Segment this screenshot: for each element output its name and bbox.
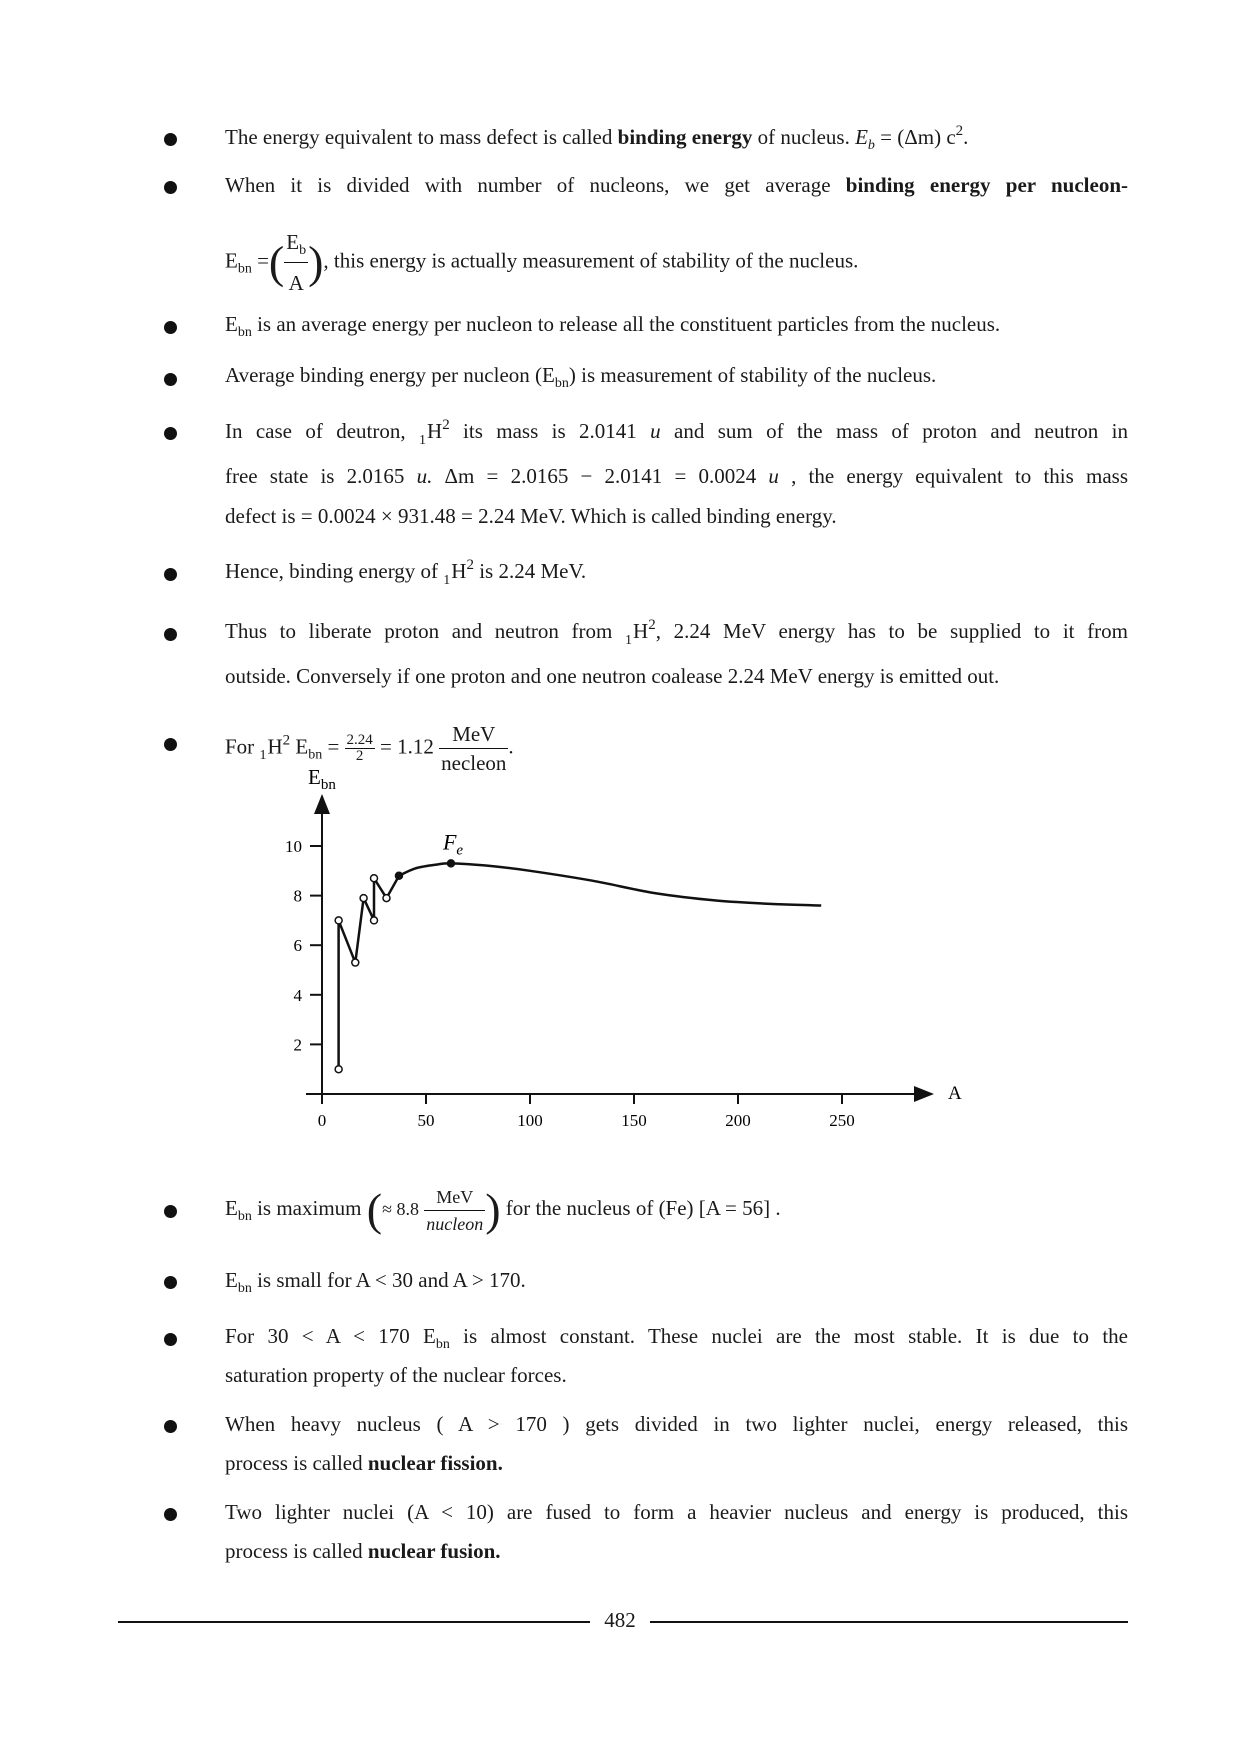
bullet-marker bbox=[164, 133, 177, 146]
bullet-3-text: $E_{bn}$ is an average energy per nucleon to release all the constituent particles from the nucleus. bbox=[225, 312, 1001, 340]
y-tick-label: 8 bbox=[293, 886, 302, 906]
bullet-marker bbox=[164, 1276, 177, 1289]
bullet-marker bbox=[164, 427, 177, 440]
bullet-marker bbox=[164, 738, 177, 751]
x-tick-label: 150 bbox=[621, 1111, 647, 1130]
bullet-10-text: $E_{bn}$ is small for A < 30 and A > 170. bbox=[225, 1268, 526, 1296]
y-tick-label: 6 bbox=[293, 936, 302, 956]
bullet-11-line-2: saturation property of the nuclear forces. bbox=[225, 1363, 567, 1387]
binding-energy-curve bbox=[399, 863, 821, 905]
data-point bbox=[395, 872, 402, 879]
bullet-13-line-2: process is called nuclear fusion. bbox=[225, 1539, 501, 1563]
x-tick-label: 200 bbox=[725, 1111, 751, 1130]
footer-rule-right bbox=[650, 1621, 1128, 1623]
data-point bbox=[371, 875, 378, 882]
x-axis-label: A bbox=[948, 1083, 962, 1104]
data-point bbox=[383, 895, 390, 902]
data-point bbox=[352, 959, 359, 966]
fe-annotation: $F_e$ bbox=[442, 829, 464, 859]
bullet-8-text: For $_1H^2$ $E_{bn}$ = $\frac{2.24}{2}$ = 1.12 $\frac{\text{MeV}}{\text{necleon}}$ . bbox=[225, 722, 514, 775]
bullet-9-text: $E_{bn}$ is maximum (≈ 8.8 $\frac{\text{MeV}}{\text{nucleon}}$ ) for the nucleus of (Fe) [A = 56] . bbox=[225, 1184, 781, 1236]
bullet-11-line-1: For 30 < A < 170 $E_{bn}$ is almost constant. These nuclei are the most stable. It is due to the bbox=[225, 1324, 1128, 1352]
binding-energy-per-nucleon-formula: $E_{bn}$ =( $\frac{E_b}{A}$ ), this energy is actually measurement of stability of the nucleus. bbox=[225, 222, 858, 303]
data-point bbox=[371, 917, 378, 924]
data-point bbox=[360, 895, 367, 902]
binding-energy-curve-chart bbox=[260, 760, 960, 1160]
data-point bbox=[335, 917, 342, 924]
x-tick-label: 250 bbox=[829, 1111, 855, 1130]
y-tick-label: 4 bbox=[293, 985, 302, 1005]
page-number: 482 bbox=[604, 1608, 636, 1632]
bullet-marker bbox=[164, 1420, 177, 1433]
bullet-marker bbox=[164, 321, 177, 334]
x-tick-label: 100 bbox=[517, 1111, 543, 1130]
bullet-5-line-3: defect is = 0.0024 × 931.48 = 2.24 MeV. Which is called binding energy. bbox=[225, 504, 837, 528]
bullet-12-line-1: When heavy nucleus ( A > 170 ) gets divided in two lighter nuclei, energy released, this bbox=[225, 1412, 1128, 1436]
bullet-marker bbox=[164, 1508, 177, 1521]
y-tick-label: 10 bbox=[285, 837, 302, 856]
bullet-2-text: When it is divided with number of nucleons, we get average binding energy per nucleon- bbox=[225, 173, 1128, 197]
bullet-5-line-1: In case of deutron, $_1H^2$ its mass is 2.0141 u and sum of the mass of proton and neutron in bbox=[225, 417, 1128, 448]
data-point bbox=[335, 1066, 342, 1073]
bullet-marker bbox=[164, 373, 177, 386]
x-tick-label: 50 bbox=[417, 1111, 435, 1130]
bullet-7-line-2: outside. Conversely if one proton and one neutron coalease 2.24 MeV energy is emitted out. bbox=[225, 664, 1000, 688]
y-tick-label: 2 bbox=[293, 1035, 302, 1055]
bullet-6-text: Hence, binding energy of $_1H^2$ is 2.24 MeV. bbox=[225, 557, 587, 588]
bullet-7-line-1: Thus to liberate proton and neutron from $_1H^2$, 2.24 MeV energy has to be supplied to it from bbox=[225, 617, 1128, 648]
bullet-12-line-2: process is called nuclear fission. bbox=[225, 1451, 503, 1475]
light-nuclei-line bbox=[339, 876, 399, 1069]
bullet-marker bbox=[164, 568, 177, 581]
bullet-5-line-2: free state is 2.0165 u. Δm = 2.0165 − 2.0141 = 0.0024 u , the energy equivalent to this mass bbox=[225, 464, 1128, 488]
bullet-13-line-1: Two lighter nuclei (A < 10) are fused to form a heavier nucleus and energy is produced, this bbox=[225, 1500, 1128, 1524]
bullet-marker bbox=[164, 628, 177, 641]
data-point bbox=[447, 860, 454, 867]
bullet-4-text: Average binding energy per nucleon $(E_{bn})$ is measurement of stability of the nucleus. bbox=[225, 363, 937, 391]
footer-rule-left bbox=[118, 1621, 590, 1623]
y-axis-label: $E_{bn}$ bbox=[308, 765, 336, 793]
bullet-marker bbox=[164, 1205, 177, 1218]
x-tick-label: 0 bbox=[317, 1111, 327, 1130]
bullet-marker bbox=[164, 181, 177, 194]
bullet-1-text: The energy equivalent to mass defect is called binding energy of nucleus. $E_b = (\Delta m)$ $c^2$. bbox=[225, 123, 969, 153]
bullet-marker bbox=[164, 1333, 177, 1346]
